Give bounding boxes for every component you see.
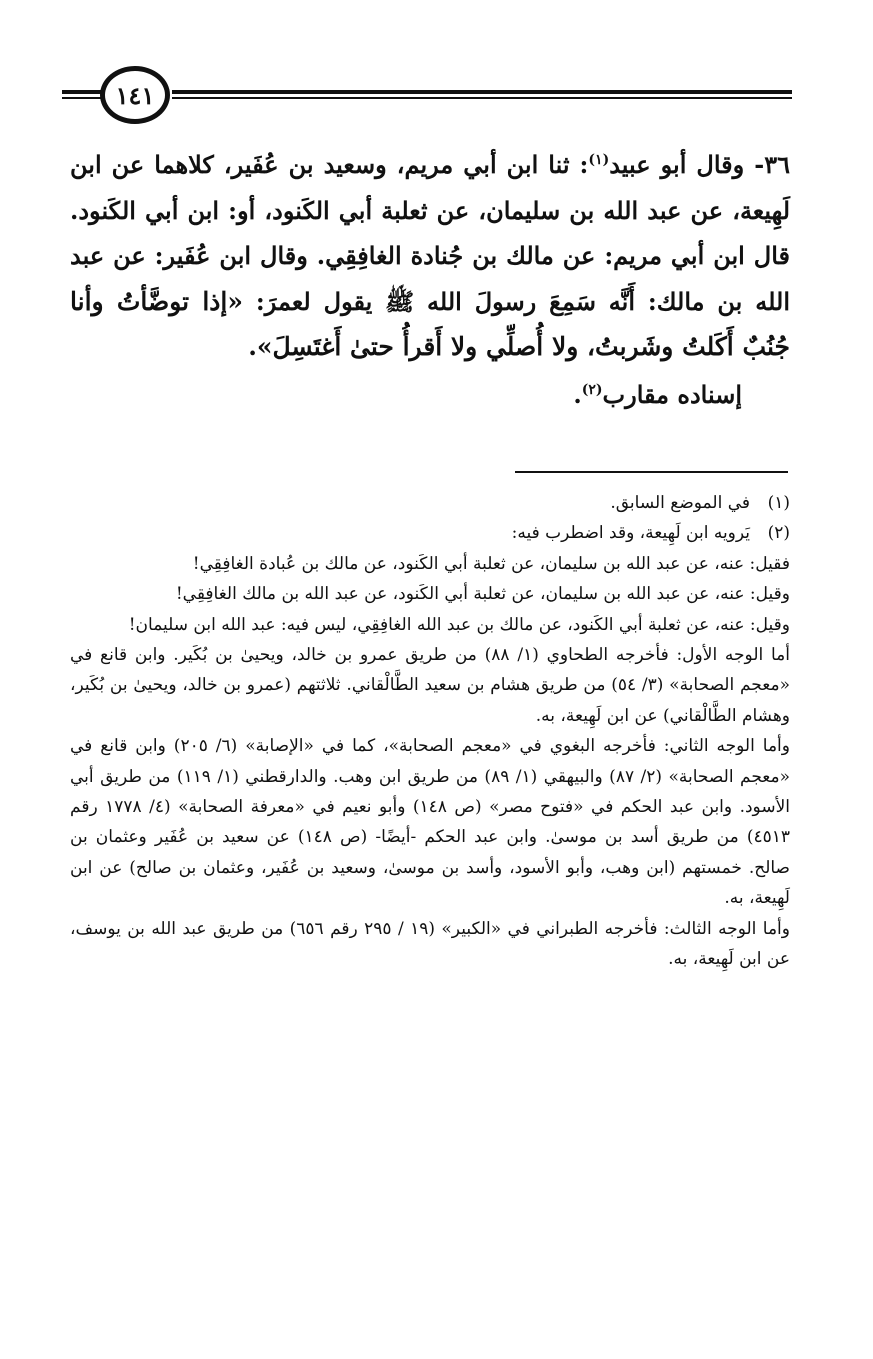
hadith-matn: «إذا توضَّأتُ وأنا جُنُبٌ أَكَلتُ وشَربتُ، ولا أُصلِّي ولا أَقرأُ حتىٰ أَغتَسِلَ».: [70, 286, 790, 361]
header-rule-thin: [172, 97, 792, 99]
hadith-number: ٣٦-: [754, 150, 791, 179]
footnote-number: (١): [767, 493, 790, 513]
header-rule-left: [62, 90, 102, 94]
footnote-number: (٢): [767, 523, 790, 544]
isnad-end: .: [573, 379, 582, 409]
isnad-text: إسناده مقارب: [602, 379, 742, 409]
page-header: [62, 66, 792, 130]
footnote-ref-1: (١): [588, 152, 610, 168]
footnote-ref-2: (٢): [581, 381, 603, 398]
header-rule-left-thin: [62, 97, 102, 99]
header-rule: [172, 90, 792, 94]
main-text: [70, 142, 790, 417]
footnote-separator: [515, 471, 788, 473]
hadith-paragraph: [70, 142, 790, 370]
chain-text: : ثنا ابن أبي مريم، وسعيد بن عُفَير، كلاهما عن ابن لَهِيعة، عن عبد الله بن سليمان، عن ثعلبة أبي الكَنود، أو: ابن أبي الكَنود. قال ابن أبي مريم: عن مالك بن جُنادة الغافِقِي. وقال ابن عُفَير: عن عبد الله بن مالك: أَنَّه سَمِعَ رسولَ الله ﷺ يقول لعمرَ:: [70, 150, 791, 316]
footnote-text: في الموضع السابق.: [610, 493, 750, 513]
footnotes: [70, 488, 790, 975]
footnote-paragraph: فقيل: عنه، عن عبد الله بن سليمان، عن ثعلبة أبي الكَنود، عن مالك بن عُبادة الغافِقِي!: [192, 553, 790, 574]
page-number: ١٤١: [100, 66, 170, 124]
footnote-2: [70, 518, 790, 548]
footnote-paragraph: أما الوجه الأول: فأخرجه الطحاوي (١/ ٨٨) من طريق عمرو بن خالد، ويحيىٰ بن بُكَير. وابن قانع في «معجم الصحابة» (٣/ ٥٤) من طريق هشام بن سعيد الطَّالْقاني. ثلاثتهم (عمرو بن خالد، ويحيىٰ بن بُكَير، وهشام الطَّالْقاني) عن ابن لَهِيعة، به.: [70, 645, 791, 726]
isnad-grading: [70, 372, 790, 418]
footnote-paragraph: وقيل: عنه، عن عبد الله بن سليمان، عن ثعلبة أبي الكَنود، عن عبد الله بن مالك الغافِقِي!: [175, 584, 790, 605]
footnote-paragraph: وقيل: عنه، عن ثعلبة أبي الكَنود، عن مالك بن عبد الله الغافِقِي، ليس فيه: عبد الله ابن سليمان!: [128, 614, 790, 635]
narrator: وقال أبو عبيد: [609, 150, 745, 179]
footnote-text: يَرويه ابن لَهِيعة، وقد اضطرب فيه:: [511, 523, 750, 544]
footnote-1: [70, 488, 790, 518]
footnote-paragraph: وأما الوجه الثالث: فأخرجه الطبراني في «الكبير» (١٩ / ٢٩٥ رقم ٦٥٦) من طريق عبد الله بن يوسف، عن ابن لَهِيعة، به.: [70, 918, 790, 970]
footnote-paragraph: وأما الوجه الثاني: فأخرجه البغوي في «معجم الصحابة»، كما في «الإصابة» (٦/ ٢٠٥) وابن قانع في «معجم الصحابة» (٢/ ٨٧) والبيهقي (١/ ٨٩) من طريق ابن وهب. والدارقطني (١/ ١١٩) من طريق أبي الأسود. وابن عبد الحكم في «فتوح مصر» (ص ١٤٨) وأبو نعيم في «معرفة الصحابة» (٤/ ١٧٧٨ رقم ٤٥١٣) من طريق أسد بن موسىٰ. وابن عبد الحكم -أيضًا- (ص ١٤٨) عن سعيد بن عُفَير وعثمان بن صالح. خمستهم (ابن وهب، وأبو الأسود، وأسد بن موسىٰ، وسعيد بن عُفَير، وعثمان بن صالح) عن ابن لَهِيعة، به.: [70, 736, 791, 909]
